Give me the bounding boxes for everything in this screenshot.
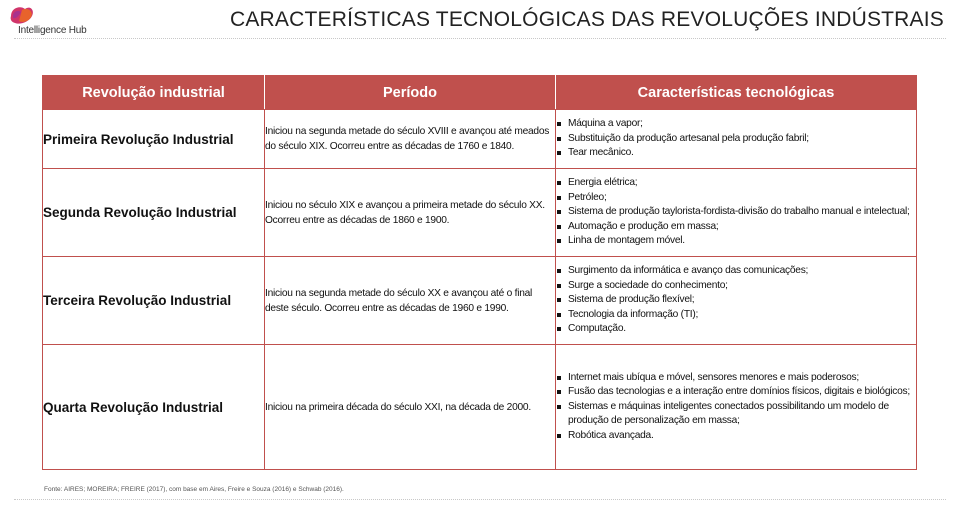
title-divider (14, 38, 946, 39)
feature-item (556, 191, 916, 206)
feature-text: Energia elétrica; (568, 177, 638, 189)
bullet-icon (557, 196, 561, 200)
feature-item (556, 264, 916, 279)
feature-item (556, 322, 916, 337)
feature-item (556, 205, 916, 220)
bullet-icon (557, 210, 561, 214)
feature-text: Máquina a vapor; (568, 118, 643, 130)
revolution-features (556, 257, 917, 345)
column-header-features: Características tecnológicas (556, 76, 917, 110)
bullet-icon (557, 376, 561, 380)
feature-text: Sistemas e máquinas inteligentes conectados possibilitando um modelo de produção de personalização em massa; (568, 400, 889, 427)
feature-item (556, 176, 916, 191)
feature-item (556, 234, 916, 249)
feature-text: Linha de montagem móvel. (568, 235, 685, 247)
feature-list (556, 176, 916, 249)
feature-item (556, 220, 916, 235)
page-title: CARACTERÍSTICAS TECNOLÓGICAS DAS REVOLUÇÕES INDÚSTRAIS (229, 8, 944, 31)
bullet-icon (557, 181, 561, 185)
table-row (43, 110, 917, 169)
bullet-icon (557, 122, 561, 126)
feature-item (556, 117, 916, 132)
logo (8, 4, 118, 36)
bullet-icon (557, 298, 561, 302)
feature-item (556, 400, 916, 429)
bullet-icon (557, 239, 561, 243)
bullet-icon (557, 327, 561, 331)
revolution-period: Iniciou na segunda metade do século XX e avançou até o final deste século. Ocorreu entre as décadas de 1960 e 1990. (265, 257, 556, 345)
bullet-icon (557, 434, 561, 438)
feature-item (556, 293, 916, 308)
bullet-icon (557, 225, 561, 229)
feature-text: Robótica avançada. (568, 429, 654, 441)
revolution-name: Primeira Revolução Industrial (43, 110, 265, 169)
bullet-icon (557, 137, 561, 141)
logo-text: Intelligence Hub (18, 25, 87, 36)
revolution-name: Terceira Revolução Industrial (43, 257, 265, 345)
logo-mark-icon (8, 4, 36, 26)
revolution-features (556, 169, 917, 257)
feature-item (556, 132, 916, 147)
revolution-period: Iniciou na primeira década do século XXI, na década de 2000. (265, 345, 556, 470)
feature-text: Internet mais ubíqua e móvel, sensores menores e mais poderosos; (568, 371, 859, 383)
feature-text: Sistema de produção flexível; (568, 294, 695, 306)
bullet-icon (557, 284, 561, 288)
revolution-features (556, 110, 917, 169)
feature-list (556, 264, 916, 337)
feature-item (556, 279, 916, 294)
feature-text: Tear mecânico. (568, 147, 634, 159)
source-note: Fonte: AIRES; MOREIRA; FREIRE (2017), com base em Aires, Freire e Souza (2016) e Schwab (2016). (44, 486, 344, 493)
revolutions-table (42, 75, 917, 470)
feature-text: Surge a sociedade do conhecimento; (568, 279, 728, 291)
feature-text: Computação. (568, 323, 626, 335)
bottom-divider (14, 499, 946, 500)
feature-item (556, 308, 916, 323)
bullet-icon (557, 390, 561, 394)
table-row (43, 345, 917, 470)
feature-text: Fusão das tecnologias e a interação entre domínios físicos, digitais e biológicos; (568, 386, 910, 398)
bullet-icon (557, 151, 561, 155)
feature-text: Tecnologia da informação (TI); (568, 308, 699, 320)
bullet-icon (557, 269, 561, 273)
table-row (43, 169, 917, 257)
feature-item (556, 429, 916, 444)
feature-list (556, 371, 916, 444)
table-header-row (43, 76, 917, 110)
revolution-name: Quarta Revolução Industrial (43, 345, 265, 470)
revolution-period: Iniciou na segunda metade do século XVIII e avançou até meados do século XIX. Ocorreu entre as décadas de 1760 e 1840. (265, 110, 556, 169)
column-header-period: Período (265, 76, 556, 110)
feature-text: Sistema de produção taylorista-fordista-divisão do trabalho manual e intelectual; (568, 206, 910, 218)
feature-text: Petróleo; (568, 191, 607, 203)
feature-list (556, 117, 916, 161)
feature-text: Surgimento da informática e avanço das comunicações; (568, 265, 809, 277)
revolution-period: Iniciou no século XIX e avançou a primeira metade do século XX. Ocorreu entre as décadas de 1860 e 1900. (265, 169, 556, 257)
revolution-name: Segunda Revolução Industrial (43, 169, 265, 257)
table-row (43, 257, 917, 345)
feature-text: Substituição da produção artesanal pela produção fabril; (568, 132, 809, 144)
bullet-icon (557, 405, 561, 409)
feature-item (556, 146, 916, 161)
feature-item (556, 371, 916, 386)
feature-text: Automação e produção em massa; (568, 220, 719, 232)
bullet-icon (557, 313, 561, 317)
revolution-features (556, 345, 917, 470)
feature-item (556, 385, 916, 400)
column-header-revolution: Revolução industrial (43, 76, 265, 110)
